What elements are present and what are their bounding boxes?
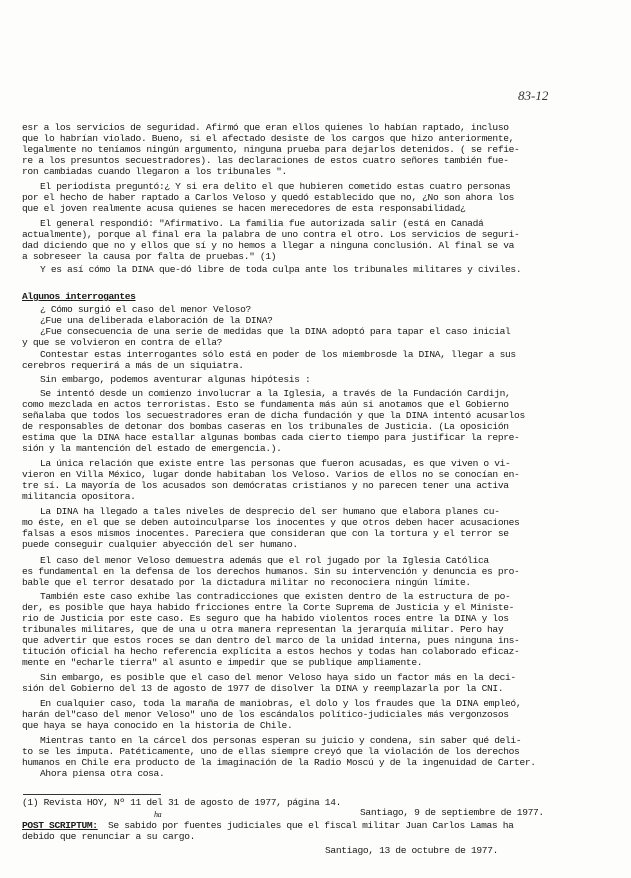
body-line: que haya se haya conocido en la historia de Chile.: [22, 720, 293, 731]
body-line: El periodista preguntó:¿ Y si era delito el que hubieren cometido estas cuatro personas: [40, 181, 511, 192]
body-line: Mientras tanto en la cárcel dos personas esperan su juicio y condena, sin saber qué deli-: [40, 735, 522, 746]
body-line: Sin embargo, es posible que el caso del menor Veloso haya sido un factor más en la deci-: [40, 672, 516, 683]
body-line: ¿Fue una deliberada elaboración de la DINA?: [40, 315, 273, 326]
body-line: y que se volvieron en contra de ella?: [22, 337, 223, 348]
body-line: bable que el terror desatado por la dictadura militar no reconociera ningún límite.: [22, 577, 471, 588]
body-line: falsas a esos mismos inocentes. Pareciera que consideran que con la tortura y el terror se: [22, 528, 509, 539]
body-line: sión del Gobierno del 13 de agosto de 1977 de disolver la DINA y reemplazarla por la CNI.: [22, 683, 504, 694]
body-line: como mezclada en actos terroristas. Esto se fundamenta más aún si anotamos que el Gobierno: [22, 399, 509, 410]
body-line: El general respondió: "Afirmativo. La familia fue autorizada salir (está en Canadá: [40, 218, 484, 229]
body-line: Y es así cómo la DINA que-dó libre de toda culpa ante los tribunales militares y civiles.: [40, 264, 522, 275]
body-line: mo éste, en el que se deben autoinculparse los inocentes y que otros deben hacer acusaciones: [22, 517, 520, 528]
body-line: estima que la DINA hace estallar algunas bombas cada cierto tiempo para justificar la repre-: [22, 432, 520, 443]
body-line: La DINA ha llegado a tales niveles de desprecio del ser humano que elabora planes cu-: [40, 506, 500, 517]
body-line: rio de Justicia por este caso. Es seguro que ha habido violentos roces entre la DINA y los: [22, 613, 509, 624]
date-line: Santiago, 13 de octubre de 1977.: [325, 845, 499, 856]
postscript-text: Se sabido por fuentes judiciales que el fiscal militar Juan Carlos Lamas ha: [108, 820, 514, 831]
body-line: mente en "echarle tierra" al asunto e impedir que se publique ampliamente.: [22, 657, 423, 668]
body-line: to se les imputa. Patéticamente, uno de ellas siempre creyó que la violación de los derechos: [22, 746, 520, 757]
body-line: es fundamental en la defensa de los derechos humanos. Sin su intervención y denuncia es pro-: [22, 566, 520, 577]
body-line: También este caso exhibe las contradicciones que existen dentro de la estructura de po-: [40, 591, 511, 602]
handwritten-insert: ha: [154, 810, 162, 819]
body-line: por el hecho de haber raptado a Carlos Veloso y quedó establecido que no, ¿No son ahora los: [22, 192, 515, 203]
body-line: titución oficial ha hecho referencia explícita a estos hechos y todas han colaborado eficaz-: [22, 646, 520, 657]
body-line: El caso del menor Veloso demuestra además que el rol jugado por la Iglesia Católica: [40, 555, 489, 566]
body-line: ¿Fue consecuencia de una serie de medidas que la DINA adoptó para tapar el caso inicial: [40, 326, 511, 337]
body-line: actualmente), porque al final era la palabra de uno contra el otro. Los servicios de seguri-: [22, 229, 520, 240]
body-line: vieron en Villa México, lugar donde habitaban los Veloso. Varios de ellos no se conocían en-: [22, 469, 520, 480]
body-line: dad diciendo que no y ellos que sí y no hemos a llegar a ninguna conclusión. Al final se va: [22, 240, 515, 251]
body-line: Se intentó desde un comienzo involucrar a la Iglesia, a través de la Fundación Cardijn,: [40, 388, 511, 399]
body-line: que lo habrían violado. Bueno, si el afectado desiste de los cargos que hizo anteriormente,: [22, 133, 515, 144]
body-line: humanos en Chile era producto de la imaginación de la Radio Moscú y de la ingenuidad de Carter.: [22, 757, 536, 768]
body-line: tribunales militares, que de una u otra manera representan la jerarquía militar. Pero hay: [22, 624, 504, 635]
body-line: der, es posible que haya habido fricciones entre la Corte Suprema de Justicia y el Ministe-: [22, 602, 515, 613]
body-line: re a los presuntos secuestradores). las declaraciones de estos cuatro señores también fue-: [22, 155, 509, 166]
body-line: harán del"caso del menor Veloso" uno de los escándalos político-judiciales más vergonzosos: [22, 709, 509, 720]
body-line: Contestar estas interrogantes sólo está en poder de los miembrosde la DINA, llegar a sus: [40, 349, 516, 360]
date-line: Santiago, 9 de septiembre de 1977.: [360, 807, 544, 818]
body-line: militancia opositora.: [22, 491, 136, 502]
body-line: tre sí. La mayoría de los acusados son demócratas cristianos y no parecen tener una activa: [22, 480, 509, 491]
body-line: En cualquier caso, toda la maraña de maniobras, el dolo y los fraudes que la DINA empleó,: [40, 698, 522, 709]
body-line: esr a los servicios de seguridad. Afirmó que eran ellos quienes lo habían raptado, incluso: [22, 122, 509, 133]
body-line: de responsables de detonar dos bombas caseras en los tribunales de Justicia. (La oposición: [22, 421, 509, 432]
footnote: (1) Revista HOY, Nº 11 del 31 de agosto de 1977, página 14.: [22, 797, 342, 808]
section-heading: Algunos interrogantes: [22, 291, 136, 302]
body-line: que advertir que estos roces se dan dentro del marco de la unidad interna, pues ninguna ins-: [22, 635, 520, 646]
body-line: Sin embargo, podemos aventurar algunas hipótesis :: [40, 374, 311, 385]
body-line: Ahora piensa otra cosa.: [40, 768, 165, 779]
footnote-divider: [23, 794, 161, 795]
page-folio: 83-12: [518, 88, 549, 103]
body-line: sión y la mantención del estado de emergencia.).: [22, 443, 282, 454]
body-line: legalmente no teníamos ningún argumento, ninguna prueba para dejarlos detenidos. ( se refie-: [22, 144, 520, 155]
postscript-text-cont: debido que renunciar a su cargo.: [22, 831, 196, 842]
body-line: cerebros requerirá a más de un siquiatra.: [22, 360, 244, 371]
body-line: ¿ Cómo surgió el caso del menor Veloso?: [40, 304, 251, 315]
body-line: puede conseguir cualquier abyección del ser humano.: [22, 539, 298, 550]
body-line: a sobreseer la causa por falta de pruebas." (1): [22, 251, 277, 262]
body-line: ron cambiadas cuando llegaron a los tribunales ".: [22, 166, 287, 177]
body-line: La única relación que existe entre las personas que fueron acusadas, es que viven o vi-: [40, 458, 511, 469]
postscript-label: POST SCRIPTUM:: [22, 820, 98, 831]
body-line: señalaba que todos los secuestradores eran de dicha fundación y que la DINA intentó acusarlos: [22, 410, 525, 421]
body-line: que el joven realmente acusa quienes se hacen merecedores de esta responsabilidad¿: [22, 203, 466, 214]
